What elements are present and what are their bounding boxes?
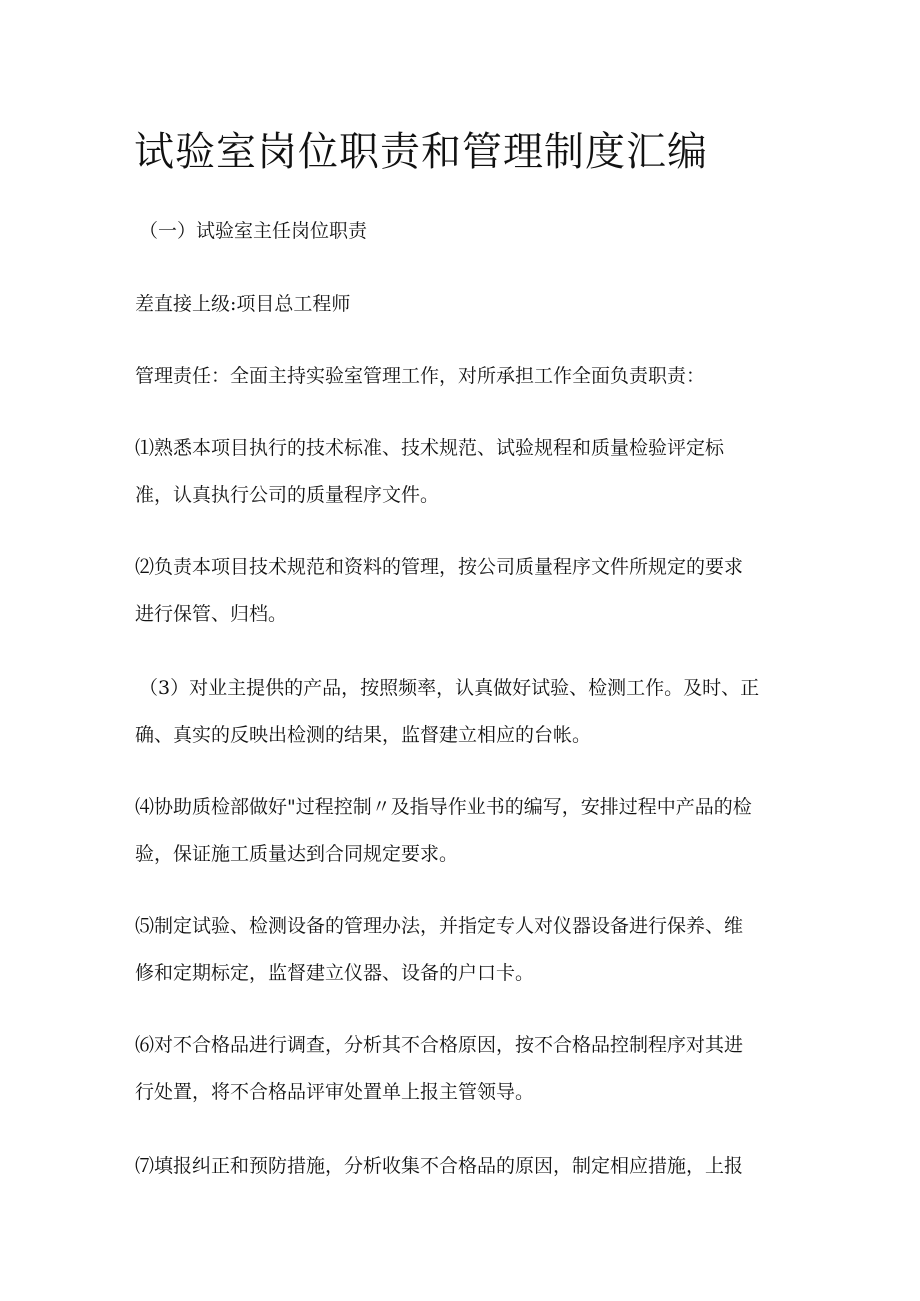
item-1-line-2: 准，认真执行公司的质量程序文件。: [135, 484, 440, 506]
document-title: 试验室岗位职责和管理制度汇编: [134, 129, 708, 175]
item-4-line-1: ⑷协助质检部做好"过程控制〃及指导作业书的编写，安排过程中产品的检: [135, 796, 752, 818]
item-3-line-1: （3）对业主提供的产品，按照频率，认真做好试验、检测工作。及时、正: [139, 677, 760, 699]
management-responsibility-line: 管理责任：全面主持实验室管理工作，对所承担工作全面负责职责：: [135, 365, 706, 387]
item-3-line-2: 确、真实的反映出检测的结果，监督建立相应的台帐。: [135, 724, 592, 746]
item-2-line-1: ⑵负责本项目技术规范和资料的管理，按公司质量程序文件所规定的要求: [135, 556, 744, 578]
item-5-line-2: 修和定期标定，监督建立仪器、设备的户口卡。: [135, 962, 535, 984]
item-1-line-1: ⑴熟悉本项目执行的技术标准、技术规范、试验规程和质量检验评定标: [135, 437, 725, 459]
item-5-line-1: ⑸制定试验、检测设备的管理办法，并指定专人对仪器设备进行保养、维: [135, 915, 744, 937]
direct-superior-line: 差直接上级:项目总工程师: [135, 293, 351, 315]
item-4-line-2: 验，保证施工质量达到合同规定要求。: [135, 843, 459, 865]
item-6-line-2: 行处置，将不合格品评审处置单上报主管领导。: [135, 1081, 535, 1103]
section-heading: （一）试验室主任岗位职责: [139, 220, 368, 242]
item-2-line-2: 进行保管、归档。: [135, 603, 288, 625]
item-6-line-1: ⑹对不合格品进行调查，分析其不合格原因，按不合格品控制程序对其进: [135, 1034, 744, 1056]
item-7-line-1: ⑺填报纠正和预防措施，分析收集不合格品的原因，制定相应措施，上报: [135, 1155, 744, 1177]
